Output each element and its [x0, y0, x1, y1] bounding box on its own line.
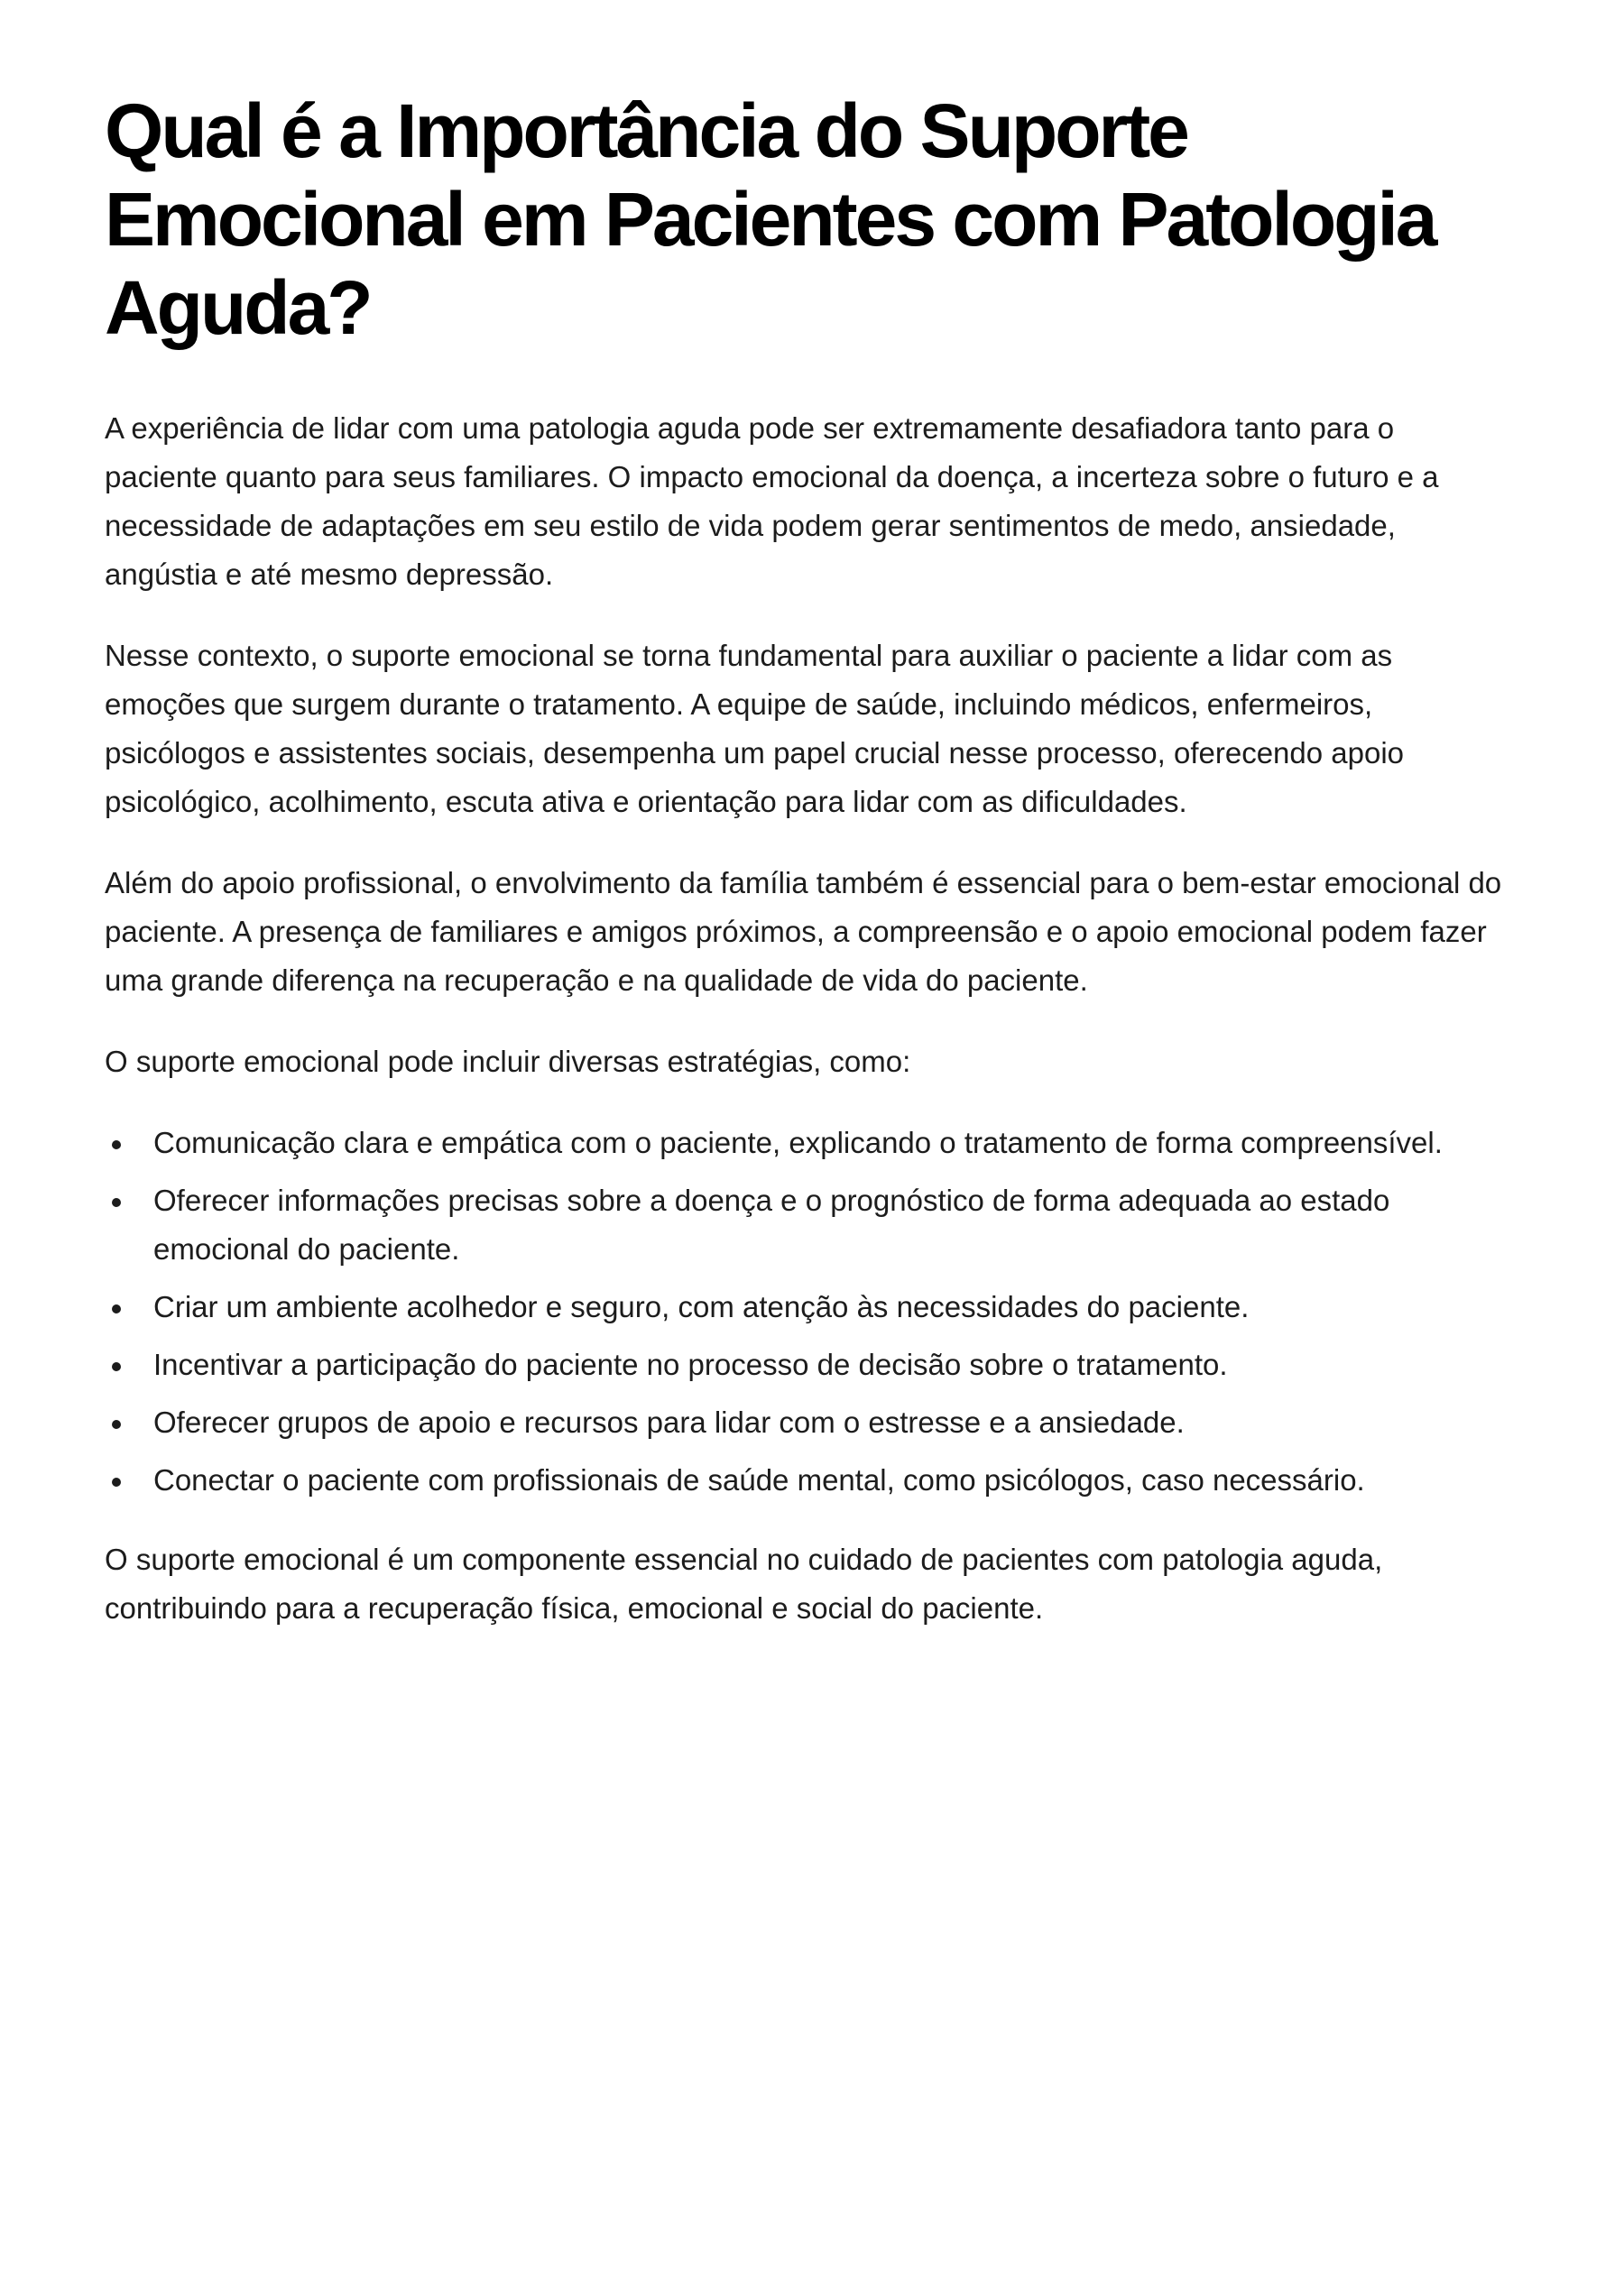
list-item	[105, 1119, 1512, 1167]
list-item	[105, 1176, 1512, 1274]
page-title: Qual é a Importância do Suporte Emocional em Pacientes com Patologia Aguda?	[105, 88, 1435, 350]
paragraph-context: Nesse contexto, o suporte emocional se torna fundamental para auxiliar o paciente a lidar com as emoções que surgem durante o tratamento. A equipe de saúde, incluindo médicos, enfermeiros, psicólogos e assistentes sociais, desempenha um papel crucial nesse processo, oferecendo apoio psicológico, acolhimento, escuta ativa e orientação para lidar com as dificuldades.	[105, 639, 1405, 818]
paragraph-intro: A experiência de lidar com uma patologia aguda pode ser extremamente desafiadora tanto para o paciente quanto para seus familiares. O impacto emocional da doença, a incerteza sobre o futuro e a necessidade de adaptações em seu estilo de vida podem gerar sentimentos de medo, ansiedade, angústia e até mesmo depressão.	[105, 411, 1439, 591]
list-item-text: Oferecer informações precisas sobre a doença e o prognóstico de forma adequada ao estado emocional do paciente.	[153, 1184, 1390, 1266]
list-item-text: Comunicação clara e empática com o paciente, explicando o tratamento de forma compreensível.	[153, 1126, 1443, 1159]
bullet-icon	[112, 1478, 121, 1487]
strategies-list	[105, 1119, 1512, 1505]
bullet-icon	[112, 1198, 121, 1207]
list-item-text: Incentivar a participação do paciente no processo de decisão sobre o tratamento.	[153, 1348, 1228, 1381]
bullet-icon	[112, 1362, 121, 1371]
list-item	[105, 1341, 1512, 1389]
list-item-text: Oferecer grupos de apoio e recursos para lidar com o estresse e a ansiedade.	[153, 1406, 1185, 1439]
list-item	[105, 1283, 1512, 1332]
paragraph-strategies-lead: O suporte emocional pode incluir diversas estratégias, como:	[105, 1045, 911, 1078]
document-page	[105, 87, 1512, 1665]
paragraph-conclusion: O suporte emocional é um componente essencial no cuidado de pacientes com patologia aguda, contribuindo para a recuperação física, emocional e social do paciente.	[105, 1543, 1383, 1625]
list-item-text: Conectar o paciente com profissionais de saúde mental, como psicólogos, caso necessário.	[153, 1463, 1365, 1497]
list-item	[105, 1398, 1512, 1447]
list-item	[105, 1456, 1512, 1505]
bullet-icon	[112, 1140, 121, 1149]
bullet-icon	[112, 1304, 121, 1313]
paragraph-family: Além do apoio profissional, o envolvimento da família também é essencial para o bem-estar emocional do paciente. A presença de familiares e amigos próximos, a compreensão e o apoio emocional podem fazer uma grande diferença na recuperação e na qualidade de vida do paciente.	[105, 866, 1502, 997]
list-item-text: Criar um ambiente acolhedor e seguro, com atenção às necessidades do paciente.	[153, 1290, 1250, 1323]
bullet-icon	[112, 1420, 121, 1429]
